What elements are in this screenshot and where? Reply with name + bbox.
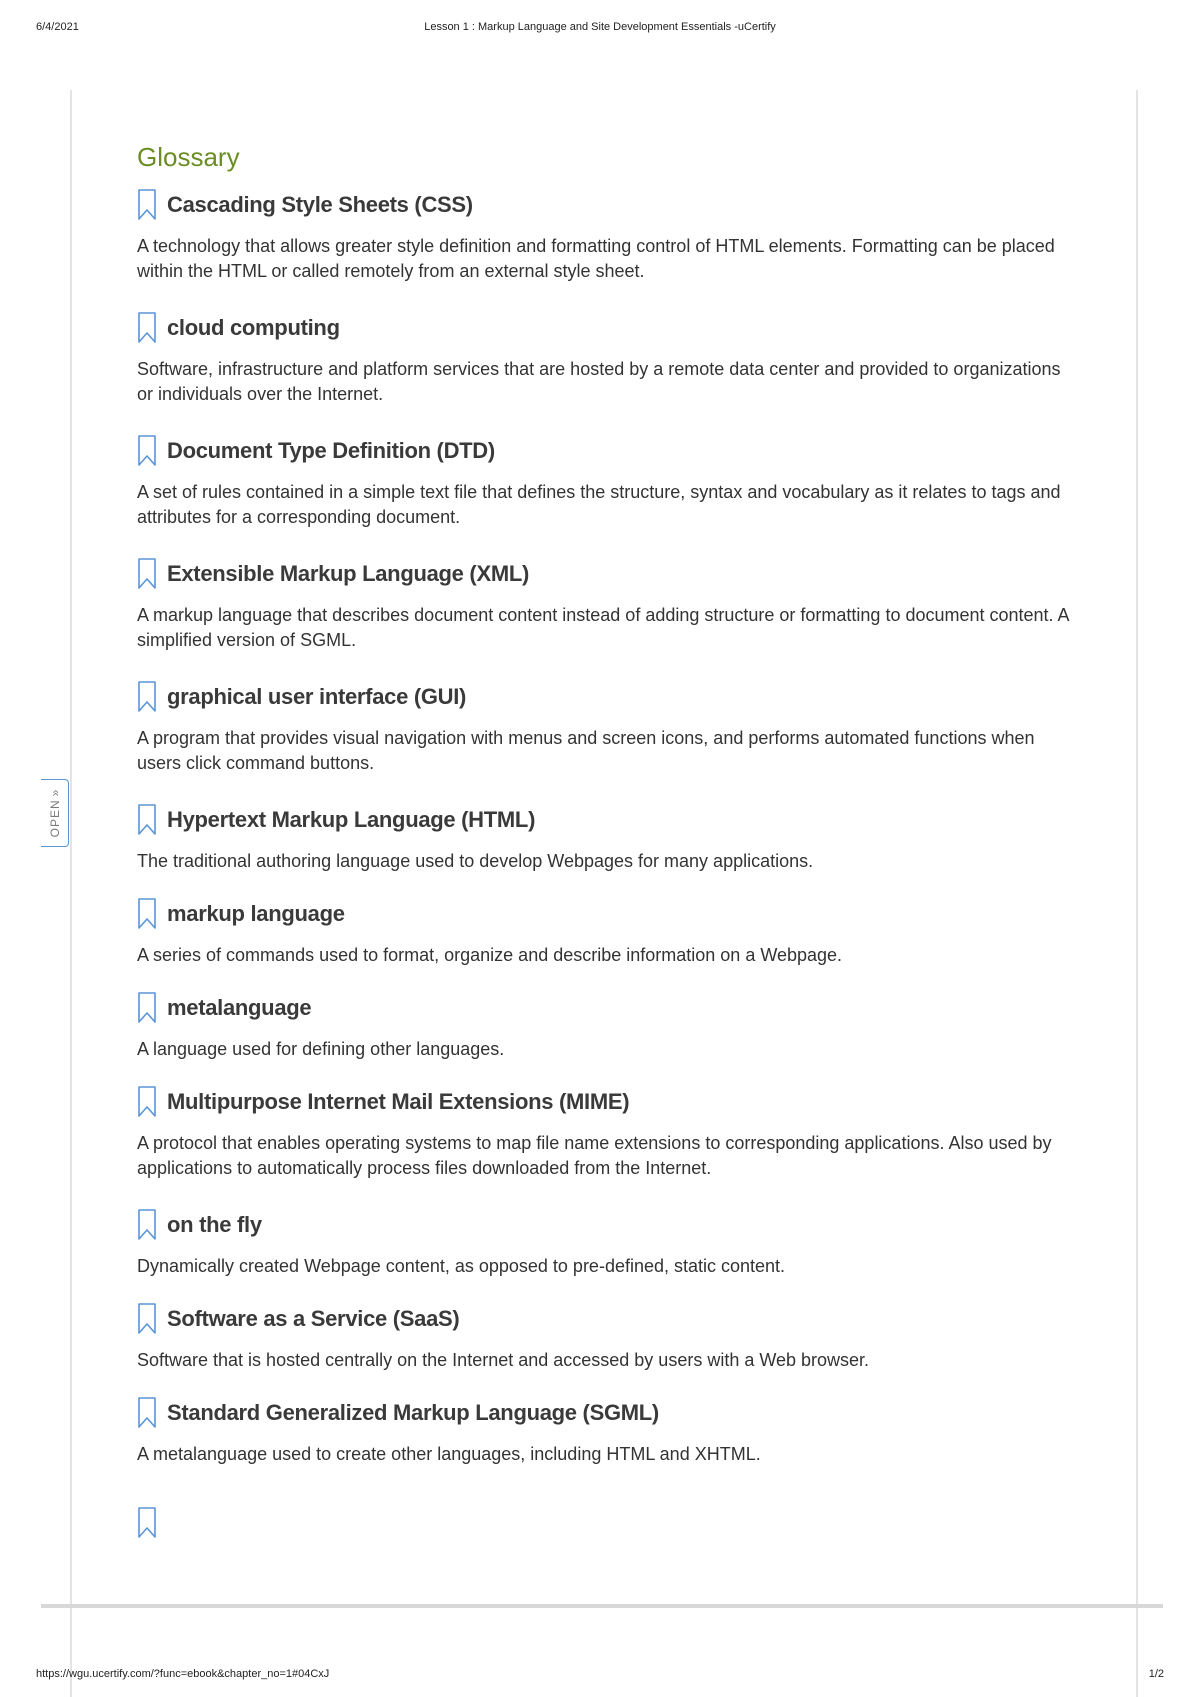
glossary-definition: A metalanguage used to create other languages, including HTML and XHTML.	[137, 1444, 761, 1464]
glossary-entry	[137, 897, 1077, 968]
chevron-right-icon: »	[47, 788, 62, 797]
glossary-entry	[137, 1302, 1077, 1373]
glossary-term-row	[137, 1085, 1077, 1119]
content-frame-right-border	[1136, 90, 1138, 1697]
print-page-title: Lesson 1 : Markup Language and Site Development Essentials -uCertify	[424, 21, 776, 33]
glossary-term: cloud computing	[167, 315, 340, 340]
glossary-entry	[137, 1396, 1077, 1467]
glossary-term: Standard Generalized Markup Language (SGML)	[167, 1400, 659, 1425]
print-date: 6/4/2021	[36, 21, 79, 33]
glossary-term: Document Type Definition (DTD)	[167, 438, 495, 463]
glossary-term: graphical user interface (GUI)	[167, 684, 467, 709]
glossary-section	[137, 140, 1077, 1539]
glossary-term: metalanguage	[167, 995, 312, 1020]
glossary-term-row	[137, 188, 1077, 222]
glossary-entry	[137, 311, 1077, 407]
print-header	[36, 21, 1164, 35]
bookmark-icon[interactable]	[137, 558, 157, 590]
glossary-entry-partial	[137, 1507, 1077, 1539]
glossary-entry	[137, 991, 1077, 1062]
glossary-term: Cascading Style Sheets (CSS)	[167, 192, 473, 217]
glossary-term: markup language	[167, 901, 345, 926]
bookmark-icon[interactable]	[137, 898, 157, 930]
glossary-term-row	[137, 557, 1077, 591]
glossary-definition: A program that provides visual navigation with menus and screen icons, and performs automated functions when users click command buttons.	[137, 728, 1035, 773]
glossary-term-row	[137, 1208, 1077, 1242]
content-frame-left-border	[70, 90, 72, 1697]
glossary-entry	[137, 803, 1077, 874]
glossary-term: Software as a Service (SaaS)	[167, 1306, 460, 1331]
glossary-term: Multipurpose Internet Mail Extensions (MIME)	[167, 1089, 630, 1114]
bookmark-icon[interactable]	[137, 992, 157, 1024]
glossary-heading: Glossary	[137, 142, 240, 172]
glossary-definition: A protocol that enables operating systems to map file name extensions to corresponding applications. Also used by applications to automatically process files downloaded from the Internet.	[137, 1133, 1052, 1178]
print-url: https://wgu.ucertify.com/?func=ebook&chapter_no=1#04CxJ	[36, 1668, 330, 1680]
glossary-definition: A series of commands used to format, organize and describe information on a Webpage.	[137, 945, 843, 965]
bookmark-icon[interactable]	[137, 681, 157, 713]
bookmark-icon[interactable]	[137, 1086, 157, 1118]
glossary-term-row	[137, 897, 1077, 931]
glossary-entry	[137, 188, 1077, 284]
bookmark-icon[interactable]	[137, 435, 157, 467]
glossary-entry	[137, 680, 1077, 776]
glossary-definition: A technology that allows greater style definition and formatting control of HTML elements. Formatting can be placed within the HTML or called remotely from an external style sheet.	[137, 236, 1055, 281]
glossary-entry	[137, 1085, 1077, 1181]
bookmark-icon[interactable]	[137, 189, 157, 221]
glossary-term-row	[137, 1302, 1077, 1336]
glossary-term: Extensible Markup Language (XML)	[167, 561, 530, 586]
glossary-term-row	[137, 311, 1077, 345]
glossary-term-row	[137, 1396, 1077, 1430]
glossary-term: Hypertext Markup Language (HTML)	[167, 807, 536, 832]
glossary-definition: Dynamically created Webpage content, as opposed to pre-defined, static content.	[137, 1256, 786, 1276]
open-sidebar-tab[interactable]	[41, 779, 69, 847]
bookmark-icon[interactable]	[137, 1303, 157, 1335]
glossary-definition: A markup language that describes document content instead of adding structure or formatting to document content. A simplified version of SGML.	[137, 605, 1069, 650]
glossary-definition: Software that is hosted centrally on the Internet and accessed by users with a Web browser.	[137, 1350, 870, 1370]
bookmark-icon[interactable]	[137, 312, 157, 344]
print-footer	[36, 1668, 1164, 1682]
glossary-definition: Software, infrastructure and platform services that are hosted by a remote data center and provided to organizations or individuals over the Internet.	[137, 359, 1061, 404]
glossary-definition: A language used for defining other languages.	[137, 1039, 505, 1059]
bookmark-icon[interactable]	[137, 1209, 157, 1241]
content-frame-bottom-bar	[41, 1604, 1163, 1608]
glossary-term-row	[137, 803, 1077, 837]
glossary-definition: The traditional authoring language used to develop Webpages for many applications.	[137, 851, 814, 871]
open-sidebar-label: OPEN»	[47, 788, 62, 838]
glossary-term-row	[137, 680, 1077, 714]
glossary-entry	[137, 1208, 1077, 1279]
glossary-term: on the fly	[167, 1212, 262, 1237]
print-page-number: 1/2	[1148, 1668, 1164, 1680]
glossary-entry	[137, 434, 1077, 530]
glossary-term-row	[137, 434, 1077, 468]
glossary-entry	[137, 557, 1077, 653]
glossary-definition: A set of rules contained in a simple text file that defines the structure, syntax and vocabulary as it relates to tags and attributes for a corresponding document.	[137, 482, 1061, 527]
bookmark-icon[interactable]	[137, 1507, 157, 1539]
bookmark-icon[interactable]	[137, 804, 157, 836]
bookmark-icon[interactable]	[137, 1397, 157, 1429]
glossary-term-row	[137, 991, 1077, 1025]
